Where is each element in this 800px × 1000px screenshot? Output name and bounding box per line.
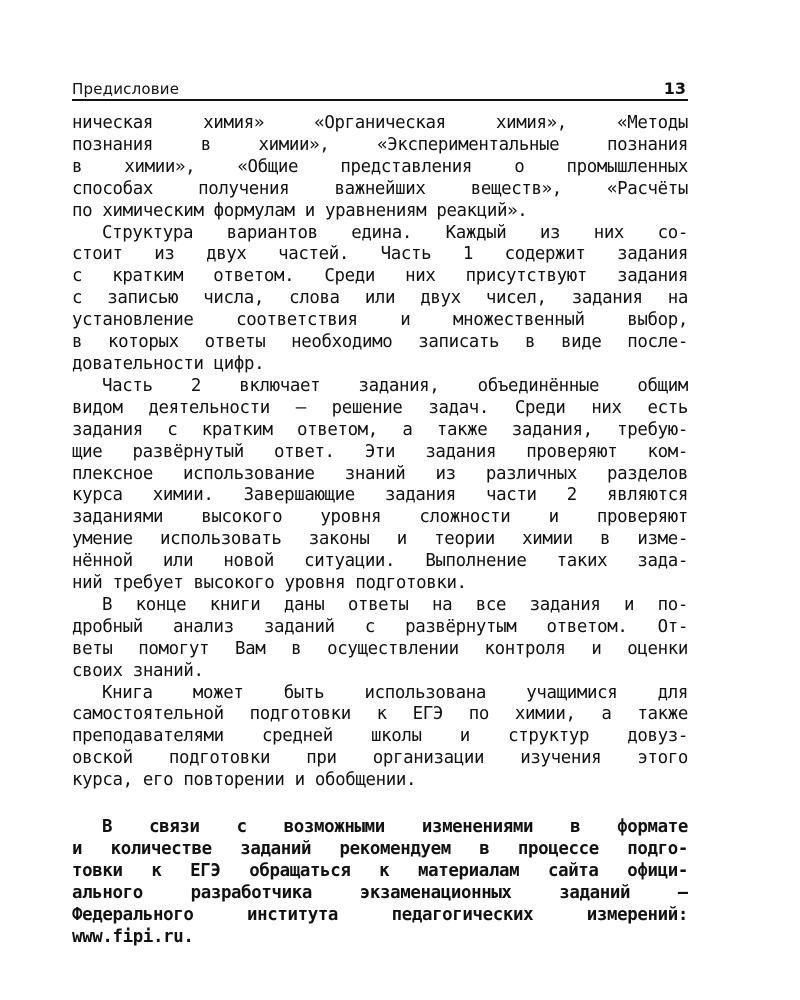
text-line: задания с кратким ответом, а также задания, требую- bbox=[72, 419, 688, 440]
text-line: Часть 2 включает задания, объединённые общим bbox=[102, 375, 688, 396]
text-line: в которых ответы необходимо записать в виде после- bbox=[72, 332, 688, 353]
paragraph-structure bbox=[72, 223, 688, 376]
notice-line: товки к ЕГЭ обращаться к материалам сайта офици- bbox=[72, 860, 688, 881]
text-line: ническая химия» «Органическая химия», «Методы bbox=[72, 113, 688, 133]
text-line: нённой или новой ситуации. Выполнение таких зада- bbox=[72, 551, 688, 572]
page-number: 13 bbox=[663, 79, 686, 98]
website-link-text: www.fipi.ru. bbox=[72, 926, 194, 947]
text-line: способах получения важнейших веществ», «Расчёты bbox=[72, 178, 688, 199]
text-line: веты помогут Вам в осуществлении контроля и оценки bbox=[72, 638, 688, 659]
text-line: с кратким ответом. Среди них присутствуют задания bbox=[72, 266, 688, 287]
section-title: Предисловие bbox=[72, 80, 180, 98]
paragraph-continuation bbox=[72, 113, 688, 223]
text-line: по химическим формулам и уравнениям реакций». bbox=[72, 200, 528, 221]
text-line: стоит из двух частей. Часть 1 содержит задания bbox=[72, 244, 688, 265]
notice-line: ального разработчика экзаменационных заданий — bbox=[72, 882, 688, 903]
notice-line: Федерального института педагогических измерений: bbox=[72, 904, 688, 925]
paragraph-part-two bbox=[72, 376, 688, 595]
text-line: плексное использование знаний из различных разделов bbox=[72, 463, 688, 484]
text-line: самостоятельной подготовки к ЕГЭ по химии, а также bbox=[72, 704, 688, 725]
text-line: Книга может быть использована учащимися для bbox=[102, 682, 688, 703]
text-line: с записью числа, слова или двух чисел, задания на bbox=[72, 288, 688, 309]
paragraph-usage bbox=[72, 683, 688, 793]
book-page bbox=[72, 74, 688, 949]
paragraph-answers bbox=[72, 595, 688, 683]
text-line: ний требует высокого уровня подготовки. bbox=[72, 573, 467, 594]
running-head bbox=[72, 74, 688, 101]
text-line: овской подготовки при организации изучения этого bbox=[72, 748, 688, 769]
text-line: В конце книги даны ответы на все задания и по- bbox=[102, 594, 688, 615]
text-line: дробный анализ заданий с развёрнутым ответом. От- bbox=[72, 616, 688, 637]
text-line: видом деятельности — решение задач. Среди них есть bbox=[72, 397, 688, 418]
text-line: умение использовать законы и теории химии в изме- bbox=[72, 529, 688, 550]
text-line: своих знаний. bbox=[72, 660, 204, 681]
notice-line: В связи с возможными изменениями в формате bbox=[102, 817, 688, 838]
text-line: в химии», «Общие представления о промышленных bbox=[72, 156, 688, 177]
notice-line: и количестве заданий рекомендуем в процессе подго- bbox=[72, 839, 688, 859]
body-text bbox=[72, 113, 688, 949]
text-line: познания в химии», «Экспериментальные познания bbox=[72, 134, 688, 155]
text-line: Структура вариантов едина. Каждый из них со- bbox=[102, 222, 688, 243]
text-line: курса химии. Завершающие задания части 2 являются bbox=[72, 485, 688, 506]
bold-notice bbox=[72, 817, 688, 948]
text-line: щие развёрнутый ответ. Эти задания проверяют ком- bbox=[72, 441, 688, 462]
text-line: курса, его повторении и обобщении. bbox=[72, 770, 417, 791]
text-line: довательности цифр. bbox=[72, 353, 265, 374]
text-line: преподавателями средней школы и структур довуз- bbox=[72, 726, 688, 747]
text-line: установление соответствия и множественный выбор, bbox=[72, 310, 688, 331]
text-line: заданиями высокого уровня сложности и проверяют bbox=[72, 507, 688, 528]
